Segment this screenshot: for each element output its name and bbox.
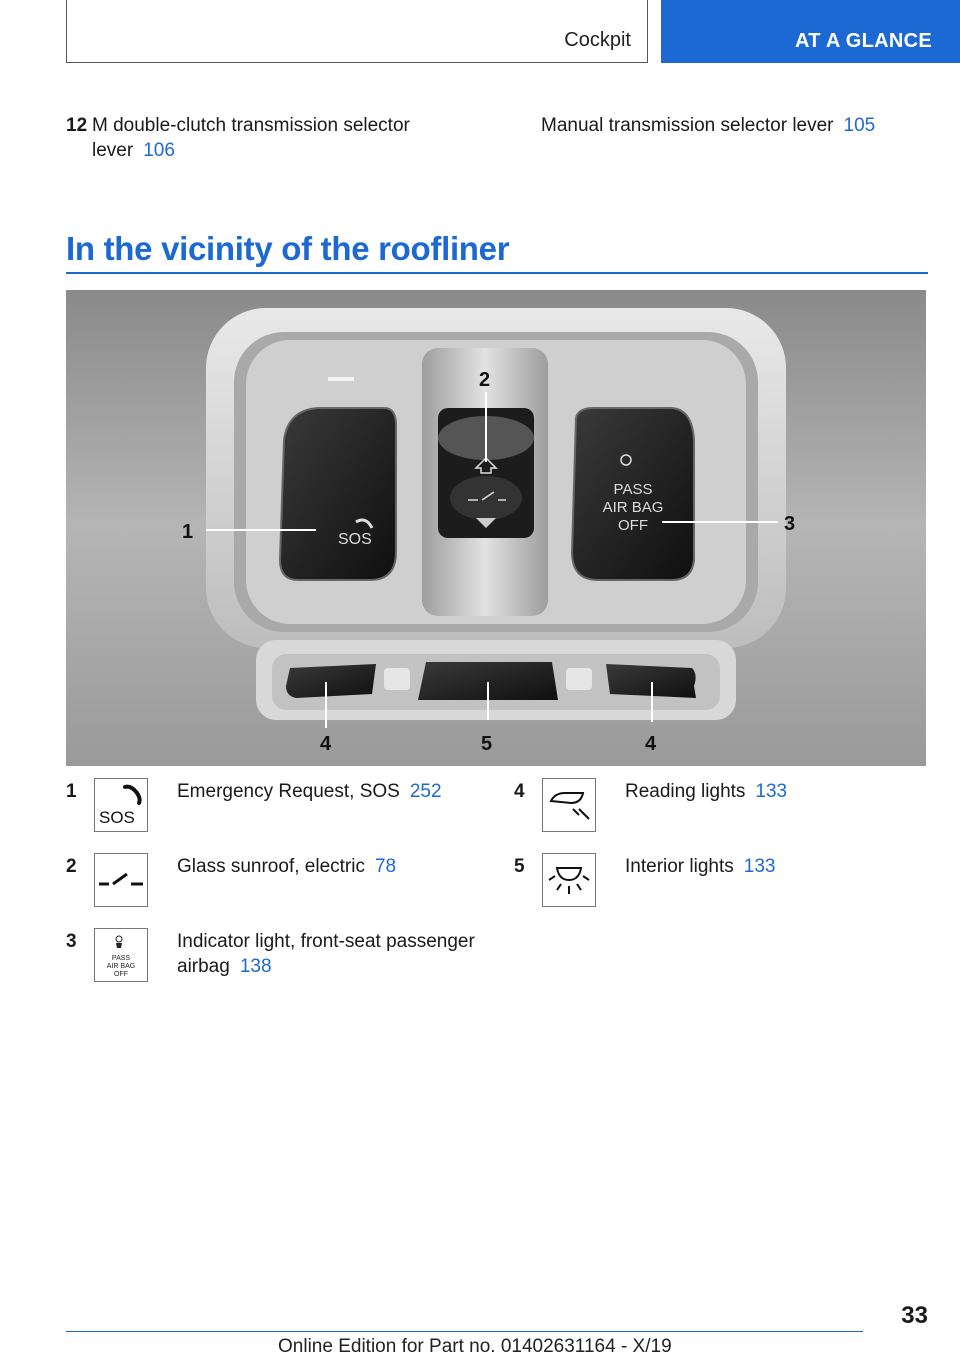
airbag-button-line2: AIR BAG: [602, 499, 664, 516]
airbag-button-line3: OFF: [618, 517, 648, 534]
section-title: In the vicinity of the roofliner: [66, 230, 510, 267]
callout-3: 3: [784, 513, 796, 535]
legend-text: Emergency Request, SOS: [177, 781, 400, 802]
footer-divider: [66, 1331, 863, 1332]
legend-text: Reading lights: [625, 781, 746, 802]
item-text: Manual transmission selector lever: [541, 115, 834, 136]
page-ref-link[interactable]: 78: [374, 856, 397, 877]
header-chapter-label: AT A GLANCE: [795, 30, 932, 52]
page-ref-link[interactable]: 106: [143, 140, 175, 161]
reading-light-icon: [542, 778, 596, 832]
page-ref-link[interactable]: 133: [743, 856, 776, 877]
header-chapter-tab[interactable]: [661, 0, 960, 63]
legend-text: Glass sunroof, electric: [177, 856, 365, 877]
item-manual-selector: [541, 113, 875, 138]
roofliner-figure: [66, 290, 926, 766]
page-ref-link[interactable]: 252: [409, 781, 442, 802]
callout-2: 2: [479, 369, 491, 391]
legend-text: Interior lights: [625, 856, 734, 877]
legend-text: Indicator light, front-seat passenger airbag: [177, 931, 475, 977]
callout-1: 1: [182, 521, 194, 543]
sos-button-label: SOS: [338, 531, 372, 548]
item-12: [66, 113, 456, 163]
callout-4-right: 4: [645, 733, 657, 755]
airbag-off-icon: [94, 928, 148, 982]
page-ref-link[interactable]: 133: [755, 781, 788, 802]
sos-icon-label: SOS: [99, 808, 135, 827]
legend-number: 2: [66, 856, 77, 877]
interior-light-icon: [542, 853, 596, 907]
footer-text: Online Edition for Part no. 01402631164 - X/19: [278, 1336, 672, 1357]
page-number: 33: [901, 1302, 928, 1329]
page-ref-link[interactable]: 105: [843, 115, 876, 136]
item-number: 12: [66, 115, 88, 136]
callout-5: 5: [481, 733, 493, 755]
legend-number: 4: [514, 781, 525, 802]
airbag-icon-line1: PASS: [111, 955, 131, 962]
legend-number: 3: [66, 931, 77, 952]
callout-4-left: 4: [320, 733, 332, 755]
sunroof-icon: [94, 853, 148, 907]
item-text: M double-clutch transmission selector lever: [92, 115, 410, 161]
legend-number: 5: [514, 856, 525, 877]
airbag-button-line1: PASS: [613, 481, 653, 498]
airbag-icon-line3: OFF: [114, 971, 128, 978]
sos-icon: [94, 778, 148, 832]
legend-number: 1: [66, 781, 77, 802]
airbag-icon-line2: AIR BAG: [106, 963, 136, 970]
page-ref-link[interactable]: 138: [239, 956, 272, 977]
header-section-box: [66, 0, 648, 63]
section-divider: [66, 272, 928, 274]
header-section-label: Cockpit: [564, 29, 631, 51]
